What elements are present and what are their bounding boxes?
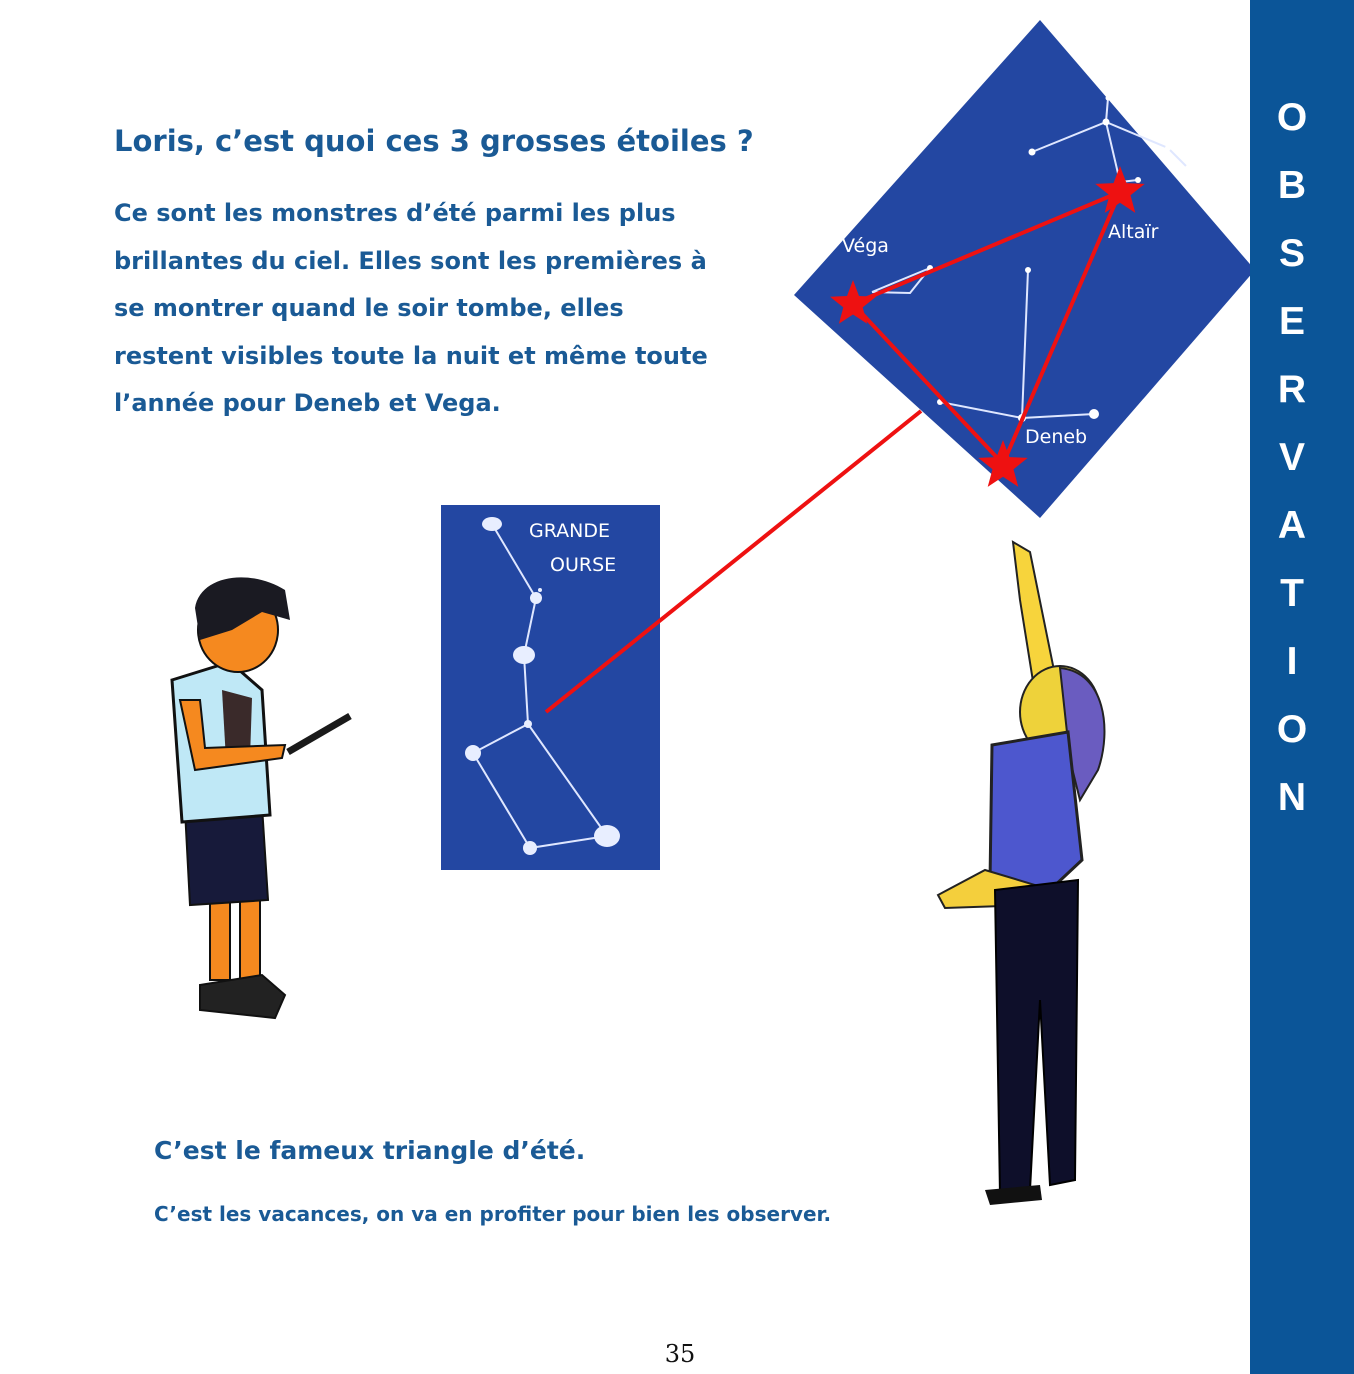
sidebar-letter: I: [1286, 640, 1298, 683]
triangle-text: C’est le fameux triangle d’été.: [154, 1136, 586, 1165]
sidebar-letter: B: [1277, 164, 1307, 207]
answer-line: l’année pour Deneb et Vega.: [114, 389, 501, 417]
page-number: 35: [664, 1340, 696, 1368]
sidebar-letter: T: [1280, 572, 1304, 615]
girl-pointing: [938, 542, 1104, 1205]
sidebar-letter: R: [1277, 368, 1307, 411]
sidebar-letter: O: [1276, 708, 1308, 751]
vacances-text: C’est les vacances, on va en profiter pour bien les observer.: [154, 1202, 832, 1226]
sidebar-letter: S: [1278, 232, 1305, 275]
sidebar-letter: V: [1278, 436, 1305, 479]
sidebar-letter: O: [1276, 96, 1308, 139]
deneb-label: Deneb: [1025, 426, 1088, 448]
observation-sidebar: [1250, 0, 1354, 1374]
answer-line: restent visibles toute la nuit et même toute: [114, 341, 708, 370]
grande-ourse-label-line1: GRANDE: [529, 520, 611, 542]
grande-ourse-panel: [441, 505, 660, 870]
answer-line: se montrer quand le soir tombe, elles: [114, 294, 624, 322]
sidebar-letter: A: [1277, 504, 1307, 547]
grande-ourse-label-line2: OURSE: [550, 554, 617, 576]
sky-map: [794, 20, 1250, 518]
boy-with-tablet: [172, 577, 350, 1018]
question-heading: Loris, c’est quoi ces 3 grosses étoiles ?: [114, 124, 754, 158]
altair-label: Altaïr: [1108, 221, 1159, 243]
answer-line: brillantes du ciel. Elles sont les premières à: [114, 246, 707, 275]
vega-label: Véga: [842, 235, 889, 257]
sky-map-background: [794, 20, 1250, 518]
sidebar-letter: E: [1278, 300, 1305, 343]
answer-line: Ce sont les monstres d’été parmi les plus: [114, 199, 676, 227]
sidebar-letter: N: [1277, 776, 1307, 819]
